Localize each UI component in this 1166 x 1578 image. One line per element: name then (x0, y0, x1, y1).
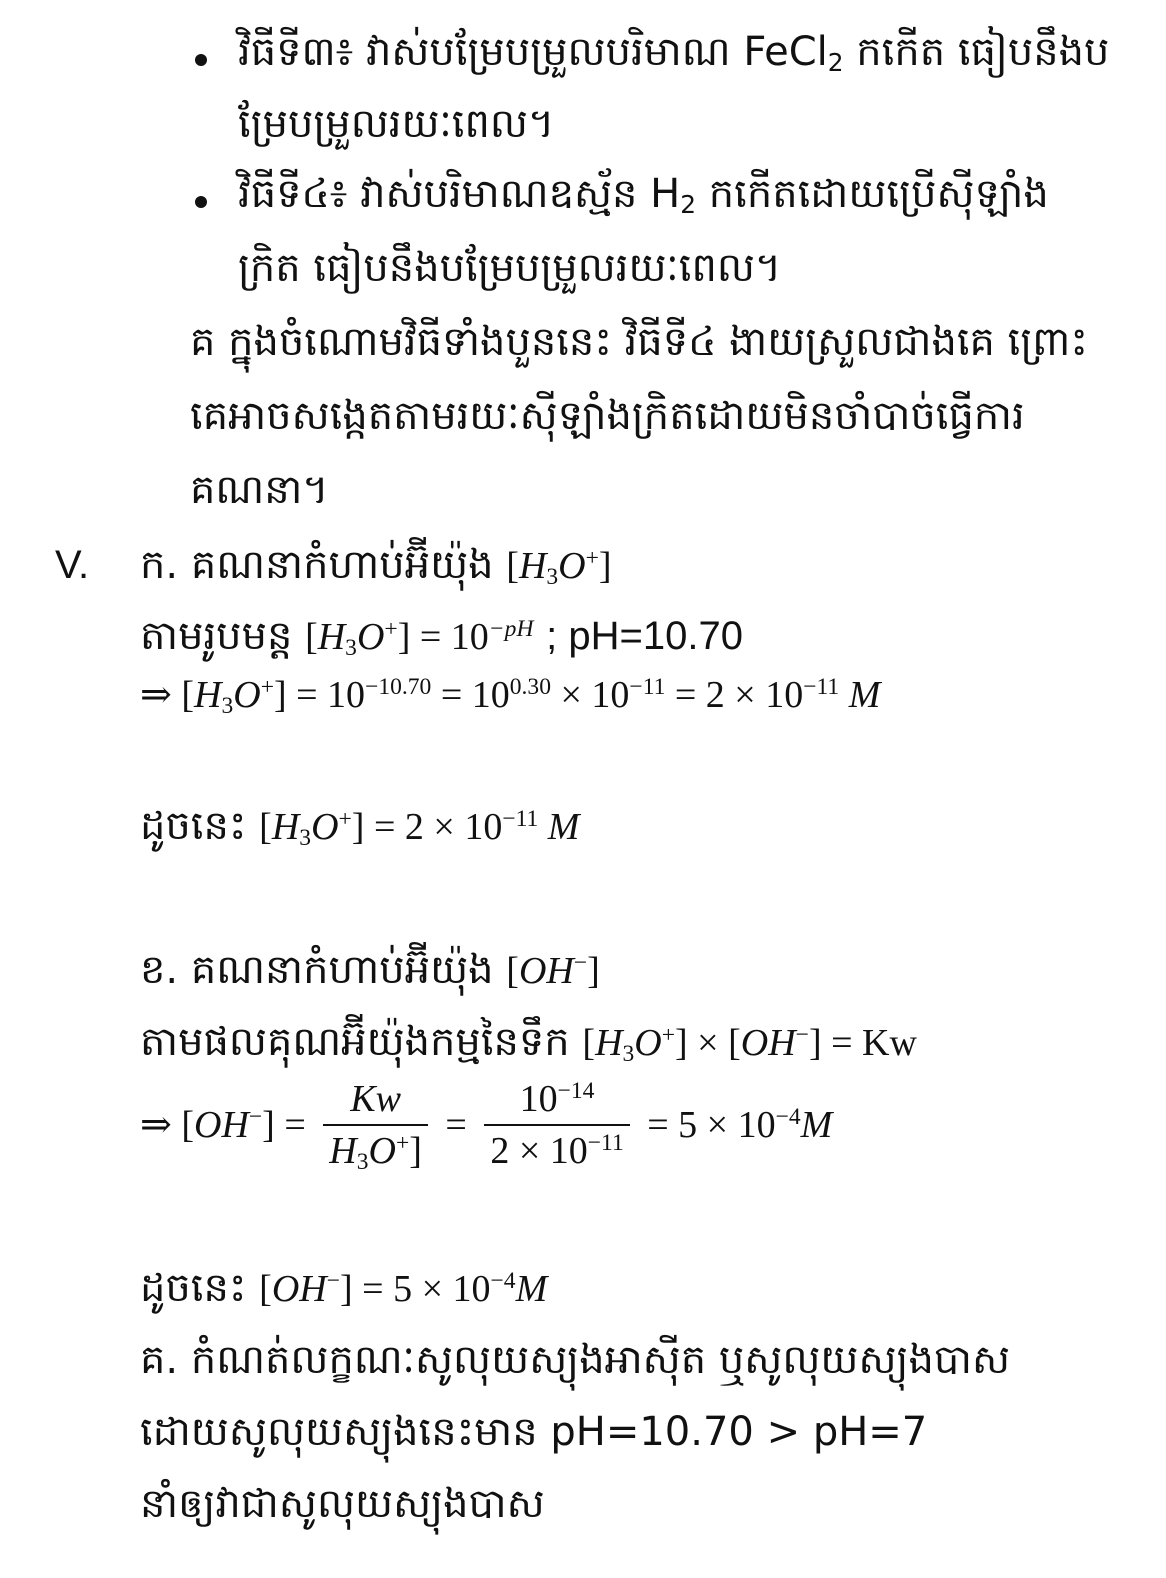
part-b-product-label: តាមផលគុណអ៊ីយ៉ុងកម្មនៃទឹក (140, 1019, 570, 1065)
calc-exp-1: −10.70 (365, 674, 432, 701)
part-c-prev-line-3: គណនា។ (190, 467, 329, 513)
part-b-heading (140, 947, 600, 993)
fraction-kw-numerator: Kw (323, 1080, 428, 1126)
ph-given: ; pH=10.70 (546, 614, 743, 658)
kw-label: Kw (862, 1022, 917, 1064)
fraction-kw-denominator: $H_3O^+$] (329, 1130, 422, 1175)
part-b-calculation: ⇒ [OH−] = $\frac{Kw}{H_3O^+]}$ = $\frac{10^{-14}}{2 \times 10^{-11}}$ = $5 \times 10^{-4}M$ (140, 1078, 833, 1175)
part-a-formula (140, 613, 743, 661)
method3-text: វិធីទី៣៖ វាស់បម្រែបម្រួលបរិមាណ FeCl (238, 29, 828, 75)
part-a-result-expression: $[H_3O^+] = 2 \times 10^{-11}$ M (259, 806, 580, 851)
part-a-heading-text: ក. គណនាកំហាប់អ៊ីយ៉ុង (140, 542, 494, 588)
part-a-result-label: ដូចនេះ (140, 803, 247, 849)
part-a-heading (140, 542, 612, 590)
part-b-result (140, 1265, 548, 1311)
bullet-icon (195, 54, 207, 66)
fraction-values (484, 1080, 629, 1170)
method4-tail: កកើតដោយប្រើស៊ីឡាំង (696, 171, 1049, 217)
section-number: V. (55, 543, 90, 587)
method4-continuation: ក្រិត ធៀបនឹងបម្រែបម្រួលរយៈពេល។ (238, 245, 782, 291)
oh-symbol: [OH−] (506, 950, 600, 992)
part-c-heading: គ. កំណត់លក្ខណៈសូលុយស្យុងអាស៊ីត ឬសូលុយស្យុងបាស (140, 1337, 1011, 1383)
h3o-symbol: $[H_3O^+]$ (506, 545, 612, 590)
result-exp: −4 (775, 1104, 801, 1131)
part-c-prev-line-2: គេអាចសង្កេតតាមរយៈស៊ីឡាំងក្រិតដោយមិនចាំបាច់ធ្វើការ (190, 393, 1025, 439)
formula-expression: $[H_3O^+] = 10^{-pH}$ (305, 616, 534, 661)
bullet-icon (195, 196, 207, 208)
method4-sub: 2 (680, 190, 697, 220)
fraction-kw (323, 1078, 428, 1175)
part-c-line-2: ដោយសូលុយស្យុងនេះមាន pH=10.70 > pH=7 (140, 1409, 928, 1455)
part-b-heading-text: ខ. គណនាកំហាប់អ៊ីយ៉ុង (140, 947, 494, 993)
method3-continuation: ម្រែបម្រួលរយៈពេល។ (238, 101, 555, 147)
method3-sub: 2 (827, 48, 844, 78)
part-c-prev-line-1: គ ក្នុងចំណោមវិធីទាំងបួននេះ វិធីទី៤ ងាយស្រួលជាងគេ ព្រោះ (190, 319, 1088, 365)
method3-line (238, 29, 1110, 78)
method3-tail: កកើត ធៀបនឹងប (843, 29, 1110, 75)
formula-label: តាមរូបមន្ត (140, 613, 293, 659)
part-b-result-label: ដូចនេះ (140, 1265, 247, 1311)
part-b-result-expression: $[OH^-] = 5 \times 10^{-4}M$ (259, 1268, 548, 1310)
fraction-values-numerator: $10^{-14}$ (484, 1080, 629, 1126)
formula-exponent: −pH (488, 616, 534, 643)
method4-line (238, 171, 1049, 220)
part-c-line-3: នាំឲ្យវាជាសូលុយស្យុងបាស (140, 1481, 545, 1527)
part-a-result (140, 803, 580, 851)
part-b-product-expression: $[H_3O^+] \times [OH^-] = Kw$ (582, 1022, 917, 1067)
calc-exp-2: 0.30 (509, 674, 551, 701)
method4-text: វិធីទី៤៖ វាស់បរិមាណឧស្ម័ន H (238, 171, 681, 217)
fraction-values-denominator: $2 \times 10^{-11}$ (490, 1130, 624, 1172)
part-a-calculation: ⇒ $[H_3O^+] = 10^{-10.70} = 10^{0.30} \times 10^{-11} = 2 \times 10^{-11}$ M (140, 674, 881, 719)
part-b-product (140, 1019, 917, 1067)
calc-exp-3: −11 (629, 674, 666, 701)
